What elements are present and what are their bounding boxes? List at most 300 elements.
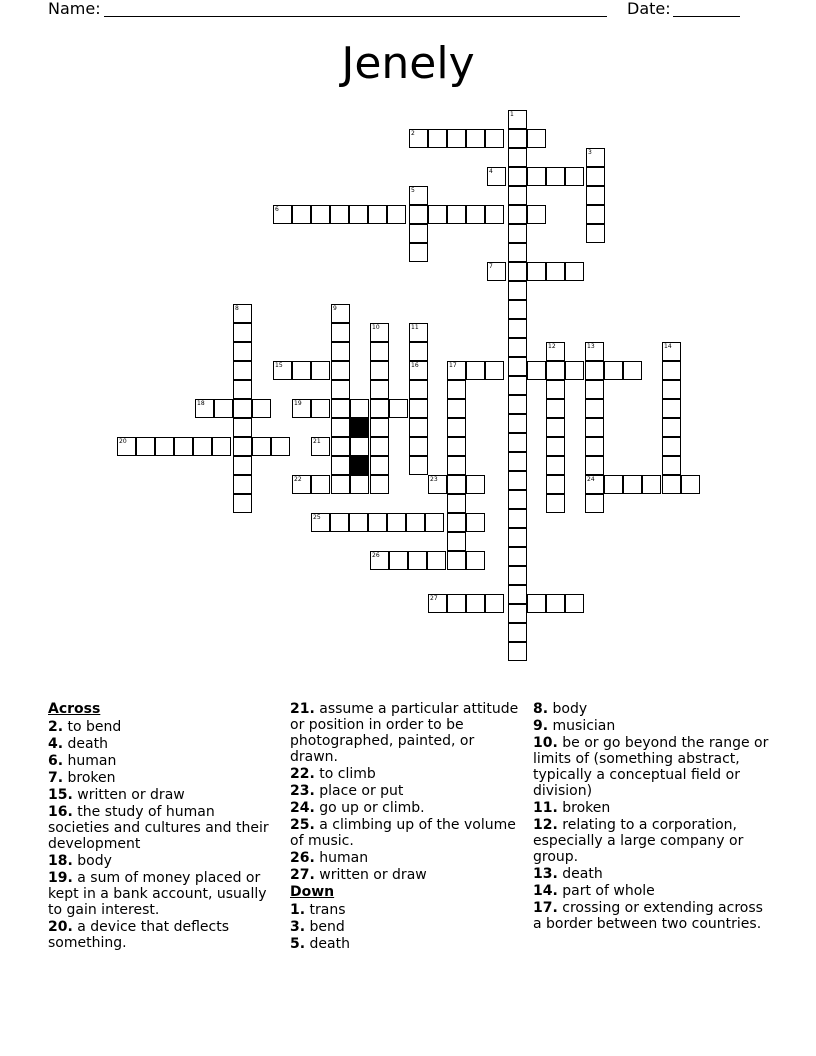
grid-cell[interactable] bbox=[508, 129, 527, 148]
grid-cell[interactable] bbox=[350, 399, 369, 418]
clue-text: a sum of money placed or kept in a bank account, usually to gain interest. bbox=[48, 870, 267, 918]
grid-cell[interactable] bbox=[527, 361, 546, 380]
grid-cell[interactable] bbox=[233, 380, 252, 399]
grid-cell[interactable] bbox=[508, 148, 527, 167]
grid-cell[interactable] bbox=[330, 513, 349, 532]
grid-cell[interactable] bbox=[508, 319, 527, 338]
grid-cell[interactable] bbox=[370, 456, 389, 475]
cell-number: 20 bbox=[119, 438, 127, 445]
clue-item bbox=[290, 701, 522, 765]
grid-cell[interactable] bbox=[233, 304, 252, 323]
grid-cell[interactable] bbox=[214, 399, 233, 418]
clue-number: 4. bbox=[48, 736, 64, 752]
cell-number: 7 bbox=[489, 263, 493, 270]
cell-number: 3 bbox=[588, 149, 592, 156]
clue-item bbox=[533, 735, 773, 799]
clue-item bbox=[48, 787, 280, 803]
cell-number: 27 bbox=[430, 595, 438, 602]
grid-cell[interactable] bbox=[409, 342, 428, 361]
clue-number: 3. bbox=[290, 919, 306, 935]
grid-cell[interactable] bbox=[425, 513, 444, 532]
grid-cell[interactable] bbox=[233, 342, 252, 361]
clue-item bbox=[48, 919, 280, 951]
clue-text: the study of human societies and cultures and their development bbox=[48, 804, 269, 852]
grid-cell[interactable] bbox=[586, 205, 605, 224]
grid-cell[interactable] bbox=[662, 456, 681, 475]
grid-cell[interactable] bbox=[409, 323, 428, 342]
grid-cell[interactable] bbox=[292, 399, 311, 418]
grid-cell[interactable] bbox=[623, 361, 642, 380]
grid-cell[interactable] bbox=[370, 475, 389, 494]
cell-number: 6 bbox=[275, 206, 279, 213]
grid-cell[interactable] bbox=[447, 418, 466, 437]
clue-text: death bbox=[63, 736, 108, 752]
grid-cell[interactable] bbox=[527, 129, 546, 148]
grid-cell[interactable] bbox=[508, 623, 527, 642]
grid-cell[interactable] bbox=[586, 167, 605, 186]
clue-number: 24. bbox=[290, 800, 315, 816]
clue-text: broken bbox=[63, 770, 116, 786]
clue-text: place or put bbox=[314, 783, 404, 799]
grid-cell[interactable] bbox=[447, 129, 466, 148]
grid-cell[interactable] bbox=[428, 475, 447, 494]
date-label: Date: bbox=[627, 0, 671, 18]
cell-number: 18 bbox=[197, 400, 205, 407]
page-title: Jenely bbox=[341, 38, 475, 89]
clue-item bbox=[290, 850, 522, 866]
down-heading: Down bbox=[290, 884, 335, 900]
grid-cell[interactable] bbox=[546, 594, 565, 613]
grid-cell[interactable] bbox=[546, 475, 565, 494]
clue-item bbox=[48, 736, 280, 752]
grid-cell[interactable] bbox=[370, 437, 389, 456]
clue-number: 16. bbox=[48, 804, 73, 820]
cell-number: 11 bbox=[411, 324, 419, 331]
clue-text: body bbox=[548, 701, 588, 717]
grid-cell[interactable] bbox=[508, 566, 527, 585]
grid-cell[interactable] bbox=[466, 594, 485, 613]
grid-cell[interactable] bbox=[409, 399, 428, 418]
grid-cell[interactable] bbox=[447, 551, 466, 570]
grid-cell[interactable] bbox=[233, 456, 252, 475]
clue-item bbox=[290, 800, 522, 816]
grid-cell[interactable] bbox=[466, 513, 485, 532]
grid-cell[interactable] bbox=[427, 551, 446, 570]
cell-number: 17 bbox=[449, 362, 457, 369]
grid-cell[interactable] bbox=[585, 475, 604, 494]
block-cell bbox=[350, 418, 369, 437]
grid-cell[interactable] bbox=[409, 418, 428, 437]
clue-column-2 bbox=[290, 701, 522, 953]
clue-number: 21. bbox=[290, 701, 315, 717]
clue-text: a device that deflects something. bbox=[48, 919, 230, 951]
grid-cell[interactable] bbox=[487, 167, 506, 186]
grid-cell[interactable] bbox=[428, 129, 447, 148]
grid-cell[interactable] bbox=[331, 456, 350, 475]
grid-cell[interactable] bbox=[508, 585, 527, 604]
grid-cell[interactable] bbox=[447, 437, 466, 456]
grid-cell[interactable] bbox=[409, 243, 428, 262]
clue-text: trans bbox=[305, 902, 346, 918]
name-label: Name: bbox=[48, 0, 101, 18]
grid-cell[interactable] bbox=[349, 205, 368, 224]
grid-cell[interactable] bbox=[193, 437, 212, 456]
grid-cell[interactable] bbox=[370, 418, 389, 437]
grid-cell[interactable] bbox=[370, 323, 389, 342]
clue-item bbox=[533, 800, 773, 816]
grid-cell[interactable] bbox=[447, 594, 466, 613]
clue-item bbox=[290, 817, 522, 849]
clue-item bbox=[533, 866, 773, 882]
cell-number: 8 bbox=[235, 305, 239, 312]
clue-item bbox=[290, 919, 522, 935]
grid-cell[interactable] bbox=[508, 224, 527, 243]
clue-text: a climbing up of the volume of music. bbox=[290, 817, 516, 849]
grid-cell[interactable] bbox=[662, 418, 681, 437]
clue-text: broken bbox=[557, 800, 611, 816]
grid-cell[interactable] bbox=[546, 437, 565, 456]
cell-number: 1 bbox=[510, 111, 514, 118]
grid-cell[interactable] bbox=[508, 167, 527, 186]
clue-item bbox=[533, 718, 773, 734]
grid-cell[interactable] bbox=[585, 437, 604, 456]
grid-cell[interactable] bbox=[350, 437, 369, 456]
grid-cell[interactable] bbox=[174, 437, 193, 456]
cell-number: 2 bbox=[411, 130, 415, 137]
cell-number: 4 bbox=[489, 168, 493, 175]
grid-cell[interactable] bbox=[623, 475, 642, 494]
cell-number: 5 bbox=[411, 187, 415, 194]
grid-cell[interactable] bbox=[349, 513, 368, 532]
grid-cell[interactable] bbox=[233, 323, 252, 342]
grid-cell[interactable] bbox=[546, 262, 565, 281]
grid-cell[interactable] bbox=[311, 437, 330, 456]
clue-number: 2. bbox=[48, 719, 64, 735]
clue-text: bend bbox=[305, 919, 345, 935]
clue-text: relating to a corporation, especially a large company or group. bbox=[533, 817, 744, 865]
clue-item bbox=[290, 867, 522, 883]
grid-cell[interactable] bbox=[387, 513, 406, 532]
clue-number: 22. bbox=[290, 766, 315, 782]
grid-cell[interactable] bbox=[370, 380, 389, 399]
grid-cell[interactable] bbox=[508, 414, 527, 433]
grid-cell[interactable] bbox=[485, 361, 504, 380]
grid-cell[interactable] bbox=[409, 361, 428, 380]
clue-item bbox=[48, 804, 280, 852]
grid-cell[interactable] bbox=[604, 475, 623, 494]
grid-cell[interactable] bbox=[585, 342, 604, 361]
grid-cell[interactable] bbox=[585, 399, 604, 418]
grid-cell[interactable] bbox=[546, 494, 565, 513]
grid-cell[interactable] bbox=[233, 494, 252, 513]
grid-cell[interactable] bbox=[331, 418, 350, 437]
grid-cell[interactable] bbox=[508, 642, 527, 661]
grid-cell[interactable] bbox=[681, 475, 700, 494]
grid-cell[interactable] bbox=[331, 323, 350, 342]
clue-number: 25. bbox=[290, 817, 315, 833]
grid-cell[interactable] bbox=[409, 129, 428, 148]
cell-number: 12 bbox=[548, 343, 556, 350]
cell-number: 26 bbox=[372, 552, 380, 559]
cell-number: 10 bbox=[372, 324, 380, 331]
cell-number: 13 bbox=[587, 343, 595, 350]
grid-cell[interactable] bbox=[195, 399, 214, 418]
grid-cell[interactable] bbox=[546, 342, 565, 361]
clue-item bbox=[290, 936, 522, 952]
clue-item bbox=[533, 701, 773, 717]
clue-text: to bend bbox=[63, 719, 122, 735]
grid-cell[interactable] bbox=[252, 437, 271, 456]
grid-cell[interactable] bbox=[585, 361, 604, 380]
clue-number: 9. bbox=[533, 718, 549, 734]
grid-cell[interactable] bbox=[155, 437, 174, 456]
clue-number: 20. bbox=[48, 919, 73, 935]
grid-cell[interactable] bbox=[508, 243, 527, 262]
grid-cell[interactable] bbox=[428, 205, 447, 224]
grid-cell[interactable] bbox=[409, 456, 428, 475]
grid-cell[interactable] bbox=[508, 433, 527, 452]
grid-cell[interactable] bbox=[311, 513, 330, 532]
grid-cell[interactable] bbox=[447, 361, 466, 380]
grid-cell[interactable] bbox=[508, 338, 527, 357]
grid-cell[interactable] bbox=[387, 205, 406, 224]
clue-number: 14. bbox=[533, 883, 558, 899]
grid-cell[interactable] bbox=[447, 532, 466, 551]
grid-cell[interactable] bbox=[546, 167, 565, 186]
cell-number: 14 bbox=[664, 343, 672, 350]
clue-number: 23. bbox=[290, 783, 315, 799]
grid-cell[interactable] bbox=[368, 513, 387, 532]
grid-cell[interactable] bbox=[508, 528, 527, 547]
grid-cell[interactable] bbox=[508, 490, 527, 509]
grid-cell[interactable] bbox=[508, 604, 527, 623]
grid-cell[interactable] bbox=[252, 399, 271, 418]
grid-cell[interactable] bbox=[292, 475, 311, 494]
grid-cell[interactable] bbox=[389, 399, 408, 418]
clue-text: be or go beyond the range or limits of (something abstract, typically a conceptual field or division) bbox=[533, 735, 769, 799]
clue-text: part of whole bbox=[557, 883, 655, 899]
grid-cell[interactable] bbox=[233, 361, 252, 380]
grid-cell[interactable] bbox=[331, 342, 350, 361]
grid-cell[interactable] bbox=[331, 437, 350, 456]
clue-number: 5. bbox=[290, 936, 306, 952]
grid-cell[interactable] bbox=[466, 205, 485, 224]
clue-text: to climb bbox=[314, 766, 376, 782]
grid-cell[interactable] bbox=[311, 399, 330, 418]
grid-cell[interactable] bbox=[409, 205, 428, 224]
grid-cell[interactable] bbox=[311, 361, 330, 380]
grid-cell[interactable] bbox=[233, 437, 252, 456]
grid-cell[interactable] bbox=[466, 475, 485, 494]
clue-text: body bbox=[72, 853, 112, 869]
clue-number: 13. bbox=[533, 866, 558, 882]
grid-cell[interactable] bbox=[508, 205, 527, 224]
grid-cell[interactable] bbox=[487, 262, 506, 281]
grid-cell[interactable] bbox=[350, 475, 369, 494]
grid-cell[interactable] bbox=[585, 380, 604, 399]
grid-cell[interactable] bbox=[370, 399, 389, 418]
clue-text: written or draw bbox=[72, 787, 185, 803]
grid-cell[interactable] bbox=[331, 304, 350, 323]
clue-text: human bbox=[63, 753, 117, 769]
grid-cell[interactable] bbox=[586, 148, 605, 167]
cell-number: 15 bbox=[275, 362, 283, 369]
grid-cell[interactable] bbox=[330, 205, 349, 224]
cell-number: 19 bbox=[294, 400, 302, 407]
grid-cell[interactable] bbox=[527, 167, 546, 186]
grid-cell[interactable] bbox=[311, 205, 330, 224]
grid-cell[interactable] bbox=[311, 475, 330, 494]
grid-cell[interactable] bbox=[662, 380, 681, 399]
grid-cell[interactable] bbox=[546, 456, 565, 475]
cell-number: 24 bbox=[587, 476, 595, 483]
grid-cell[interactable] bbox=[271, 437, 290, 456]
grid-cell[interactable] bbox=[565, 361, 584, 380]
grid-cell[interactable] bbox=[409, 186, 428, 205]
grid-cell[interactable] bbox=[546, 399, 565, 418]
grid-cell[interactable] bbox=[508, 110, 527, 129]
grid-cell[interactable] bbox=[565, 262, 584, 281]
clue-column-1 bbox=[48, 701, 280, 952]
grid-cell[interactable] bbox=[447, 205, 466, 224]
grid-cell[interactable] bbox=[273, 361, 292, 380]
grid-cell[interactable] bbox=[662, 342, 681, 361]
grid-cell[interactable] bbox=[447, 475, 466, 494]
grid-cell[interactable] bbox=[508, 452, 527, 471]
grid-cell[interactable] bbox=[117, 437, 136, 456]
grid-cell[interactable] bbox=[428, 594, 447, 613]
cell-number: 22 bbox=[294, 476, 302, 483]
grid-cell[interactable] bbox=[370, 551, 389, 570]
grid-cell[interactable] bbox=[586, 186, 605, 205]
clue-item bbox=[48, 870, 280, 918]
grid-cell[interactable] bbox=[508, 471, 527, 490]
grid-cell[interactable] bbox=[292, 361, 311, 380]
grid-cell[interactable] bbox=[662, 437, 681, 456]
grid-cell[interactable] bbox=[508, 357, 527, 376]
clue-text: death bbox=[557, 866, 603, 882]
grid-cell[interactable] bbox=[642, 475, 661, 494]
grid-cell[interactable] bbox=[508, 395, 527, 414]
grid-cell[interactable] bbox=[370, 361, 389, 380]
grid-cell[interactable] bbox=[406, 513, 425, 532]
grid-cell[interactable] bbox=[527, 594, 546, 613]
clue-number: 7. bbox=[48, 770, 64, 786]
grid-cell[interactable] bbox=[662, 399, 681, 418]
grid-cell[interactable] bbox=[485, 129, 504, 148]
grid-cell[interactable] bbox=[409, 224, 428, 243]
block-cell bbox=[350, 456, 369, 475]
grid-cell[interactable] bbox=[447, 399, 466, 418]
grid-cell[interactable] bbox=[408, 551, 427, 570]
cell-number: 16 bbox=[411, 362, 419, 369]
clue-item bbox=[48, 770, 280, 786]
grid-cell[interactable] bbox=[447, 456, 466, 475]
grid-cell[interactable] bbox=[662, 475, 681, 494]
grid-cell[interactable] bbox=[585, 456, 604, 475]
grid-cell[interactable] bbox=[331, 399, 350, 418]
grid-cell[interactable] bbox=[466, 361, 485, 380]
grid-cell[interactable] bbox=[273, 205, 292, 224]
grid-cell[interactable] bbox=[331, 475, 350, 494]
clue-number: 26. bbox=[290, 850, 315, 866]
clue-text: musician bbox=[548, 718, 616, 734]
grid-cell[interactable] bbox=[331, 380, 350, 399]
grid-cell[interactable] bbox=[292, 205, 311, 224]
grid-cell[interactable] bbox=[368, 205, 387, 224]
clue-number: 18. bbox=[48, 853, 73, 869]
grid-cell[interactable] bbox=[508, 547, 527, 566]
grid-cell[interactable] bbox=[662, 361, 681, 380]
grid-cell[interactable] bbox=[508, 186, 527, 205]
clue-number: 19. bbox=[48, 870, 73, 886]
across-heading: Across bbox=[48, 701, 101, 717]
clue-text: crossing or extending across a border between two countries. bbox=[533, 900, 763, 932]
grid-cell[interactable] bbox=[409, 380, 428, 399]
grid-cell[interactable] bbox=[447, 494, 466, 513]
grid-cell[interactable] bbox=[546, 380, 565, 399]
grid-cell[interactable] bbox=[212, 437, 231, 456]
clue-number: 1. bbox=[290, 902, 306, 918]
clue-number: 27. bbox=[290, 867, 315, 883]
grid-cell[interactable] bbox=[485, 205, 504, 224]
grid-cell[interactable] bbox=[527, 262, 546, 281]
grid-cell[interactable] bbox=[447, 380, 466, 399]
grid-cell[interactable] bbox=[389, 551, 408, 570]
clue-number: 10. bbox=[533, 735, 558, 751]
clue-item bbox=[533, 817, 773, 865]
grid-cell[interactable] bbox=[546, 361, 565, 380]
clue-text: go up or climb. bbox=[314, 800, 425, 816]
clue-item bbox=[48, 753, 280, 769]
clue-number: 8. bbox=[533, 701, 549, 717]
grid-cell[interactable] bbox=[485, 594, 504, 613]
clue-column-3 bbox=[533, 701, 773, 933]
grid-cell[interactable] bbox=[508, 376, 527, 395]
grid-cell[interactable] bbox=[233, 418, 252, 437]
grid-cell[interactable] bbox=[546, 418, 565, 437]
cell-number: 23 bbox=[430, 476, 438, 483]
grid-cell[interactable] bbox=[508, 262, 527, 281]
grid-cell[interactable] bbox=[585, 494, 604, 513]
grid-cell[interactable] bbox=[565, 167, 584, 186]
grid-cell[interactable] bbox=[233, 475, 252, 494]
grid-cell[interactable] bbox=[508, 509, 527, 528]
grid-cell[interactable] bbox=[409, 437, 428, 456]
grid-cell[interactable] bbox=[586, 224, 605, 243]
grid-cell[interactable] bbox=[370, 342, 389, 361]
clue-text: written or draw bbox=[314, 867, 427, 883]
grid-cell[interactable] bbox=[565, 594, 584, 613]
grid-cell[interactable] bbox=[585, 418, 604, 437]
clue-item bbox=[533, 883, 773, 899]
grid-cell[interactable] bbox=[136, 437, 155, 456]
grid-cell[interactable] bbox=[604, 361, 623, 380]
clue-number: 12. bbox=[533, 817, 558, 833]
clue-number: 15. bbox=[48, 787, 73, 803]
grid-cell[interactable] bbox=[233, 399, 252, 418]
cell-number: 9 bbox=[333, 305, 337, 312]
grid-cell[interactable] bbox=[331, 361, 350, 380]
grid-cell[interactable] bbox=[508, 300, 527, 319]
grid-cell[interactable] bbox=[466, 551, 485, 570]
grid-cell[interactable] bbox=[447, 513, 466, 532]
clue-item bbox=[290, 766, 522, 782]
grid-cell[interactable] bbox=[466, 129, 485, 148]
grid-cell[interactable] bbox=[508, 281, 527, 300]
clue-item bbox=[533, 900, 773, 932]
grid-cell[interactable] bbox=[527, 205, 546, 224]
